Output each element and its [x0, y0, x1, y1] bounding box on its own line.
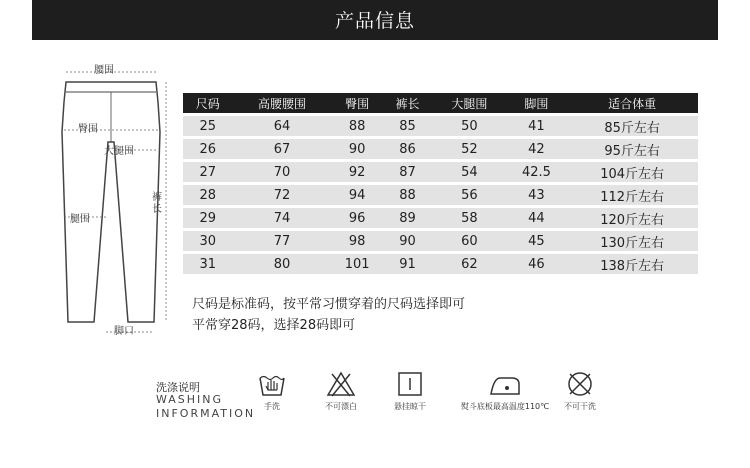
- table-cell: 29: [183, 208, 233, 228]
- table-cell: 96: [332, 208, 383, 228]
- table-header: 脚围: [507, 93, 567, 113]
- table-cell: 85: [383, 116, 433, 136]
- table-header: 裤长: [383, 93, 433, 113]
- header-banner: [32, 0, 718, 40]
- wash-label: 不可干洗: [564, 402, 596, 411]
- table-row: [183, 208, 698, 228]
- table-cell: 31: [183, 254, 233, 274]
- table-cell: 104斤左右: [566, 162, 698, 182]
- table-cell: 130斤左右: [566, 231, 698, 251]
- table-cell: 88: [383, 185, 433, 205]
- table-cell: 42.5: [507, 162, 567, 182]
- table-row: [183, 185, 698, 205]
- table-cell: 72: [233, 185, 332, 205]
- no-bleach-icon: [326, 370, 356, 398]
- washing-subtitle-1: WASHING: [156, 393, 224, 406]
- hang-dry-icon: [395, 370, 425, 398]
- table-cell: 43: [507, 185, 567, 205]
- wash-label: 熨斗底板最高温度110℃: [460, 402, 550, 411]
- pants-diagram: [48, 62, 178, 352]
- table-cell: 87: [383, 162, 433, 182]
- table-cell: 44: [507, 208, 567, 228]
- size-note-1: 尺码是标准码，按平常习惯穿着的尺码选择即可: [192, 297, 466, 312]
- length-label: 裤长: [152, 192, 162, 215]
- table-header: 高腰腰围: [233, 93, 332, 113]
- hip-label: 臀围: [78, 124, 98, 135]
- table-cell: 120斤左右: [566, 208, 698, 228]
- table-cell: 60: [432, 231, 506, 251]
- table-cell: 89: [383, 208, 433, 228]
- table-cell: 112斤左右: [566, 185, 698, 205]
- table-cell: 92: [332, 162, 383, 182]
- table-cell: 95斤左右: [566, 139, 698, 159]
- thigh-label: 大腿围: [104, 146, 134, 157]
- table-header: 臀围: [332, 93, 383, 113]
- table-cell: 74: [233, 208, 332, 228]
- table-cell: 85斤左右: [566, 116, 698, 136]
- table-row: [183, 162, 698, 182]
- table-header-row: [183, 93, 698, 113]
- table-row: [183, 231, 698, 251]
- table-cell: 90: [383, 231, 433, 251]
- table-cell: 42: [507, 139, 567, 159]
- waist-label: 腰围: [94, 65, 114, 76]
- table-cell: 98: [332, 231, 383, 251]
- table-cell: 25: [183, 116, 233, 136]
- table-cell: 94: [332, 185, 383, 205]
- washing-subtitle-2: INFORMATION: [156, 407, 256, 420]
- hand-wash-icon: [257, 370, 287, 398]
- table-cell: 101: [332, 254, 383, 274]
- table-cell: 90: [332, 139, 383, 159]
- table-cell: 26: [183, 139, 233, 159]
- wash-item-no-dry-clean: [535, 370, 625, 412]
- table-cell: 28: [183, 185, 233, 205]
- table-cell: 77: [233, 231, 332, 251]
- table-cell: 62: [432, 254, 506, 274]
- table-cell: 41: [507, 116, 567, 136]
- size-table: [183, 90, 698, 277]
- hem-label: 脚口: [114, 326, 134, 337]
- iron-icon: [488, 370, 522, 398]
- table-cell: 80: [233, 254, 332, 274]
- table-cell: 58: [432, 208, 506, 228]
- table-cell: 138斤左右: [566, 254, 698, 274]
- table-cell: 91: [383, 254, 433, 274]
- table-row: [183, 116, 698, 136]
- table-cell: 70: [233, 162, 332, 182]
- table-cell: 67: [233, 139, 332, 159]
- table-cell: 52: [432, 139, 506, 159]
- table-cell: 45: [507, 231, 567, 251]
- table-header: 适合体重: [566, 93, 698, 113]
- wash-label: 手洗: [264, 402, 280, 411]
- table-header: 大腿围: [432, 93, 506, 113]
- table-row: [183, 254, 698, 274]
- size-note-2: 平常穿28码，选择28码即可: [192, 318, 356, 333]
- wash-label: 不可漂白: [325, 402, 357, 411]
- table-cell: 54: [432, 162, 506, 182]
- leg-label: 腿围: [70, 214, 90, 225]
- table-cell: 30: [183, 231, 233, 251]
- table-cell: 88: [332, 116, 383, 136]
- table-cell: 27: [183, 162, 233, 182]
- table-cell: 86: [383, 139, 433, 159]
- table-cell: 64: [233, 116, 332, 136]
- table-cell: 46: [507, 254, 567, 274]
- washing-title: 洗涤说明: [156, 381, 200, 394]
- wash-item-hang-dry: [365, 370, 455, 412]
- table-cell: 50: [432, 116, 506, 136]
- banner-title: 产品信息: [334, 10, 415, 32]
- table-cell: 56: [432, 185, 506, 205]
- table-header: 尺码: [183, 93, 233, 113]
- wash-label: 悬挂晾干: [394, 402, 426, 411]
- no-dry-clean-icon: [565, 370, 595, 398]
- table-row: [183, 139, 698, 159]
